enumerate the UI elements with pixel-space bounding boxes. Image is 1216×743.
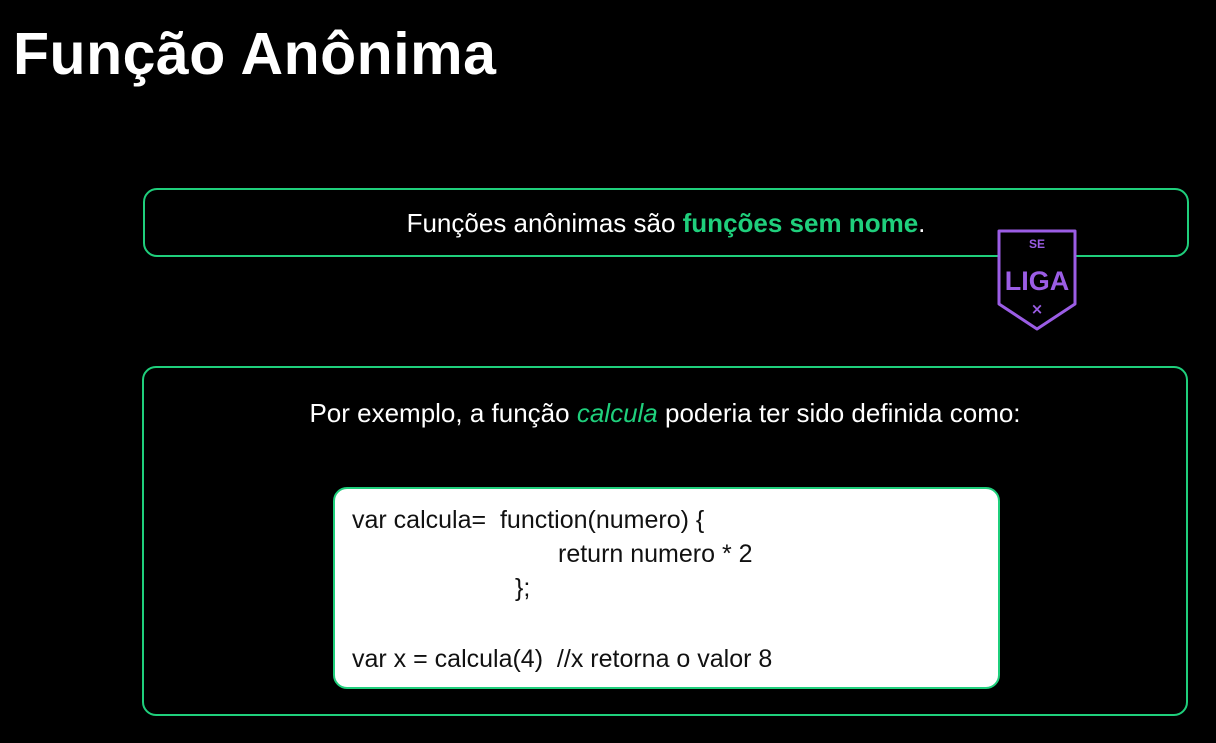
badge-top-text: SE — [1028, 237, 1046, 251]
definition-text-after: . — [918, 208, 926, 238]
definition-highlight: funções sem nome — [682, 208, 919, 238]
code-line-2: return numero * 2 — [558, 540, 753, 568]
example-highlight: calcula — [576, 398, 658, 428]
example-box — [142, 366, 1188, 716]
example-text-after: poderia ter sido definida como: — [657, 398, 1021, 428]
code-line-1: var calcula= function(numero) { — [352, 506, 705, 534]
badge-main-text: LIGA — [1004, 266, 1070, 296]
example-text — [144, 396, 1186, 430]
definition-text-before: Funções anônimas são — [406, 208, 683, 238]
example-text-before: Por exemplo, a função — [309, 398, 577, 428]
badge-mark: × — [1030, 300, 1044, 318]
se-liga-badge-icon — [996, 228, 1078, 332]
code-box — [333, 487, 1000, 689]
code-line-4: var x = calcula(4) //x retorna o valor 8 — [352, 645, 773, 673]
code-line-3: }; — [515, 574, 531, 602]
slide-title: Função Anônima — [13, 21, 497, 87]
